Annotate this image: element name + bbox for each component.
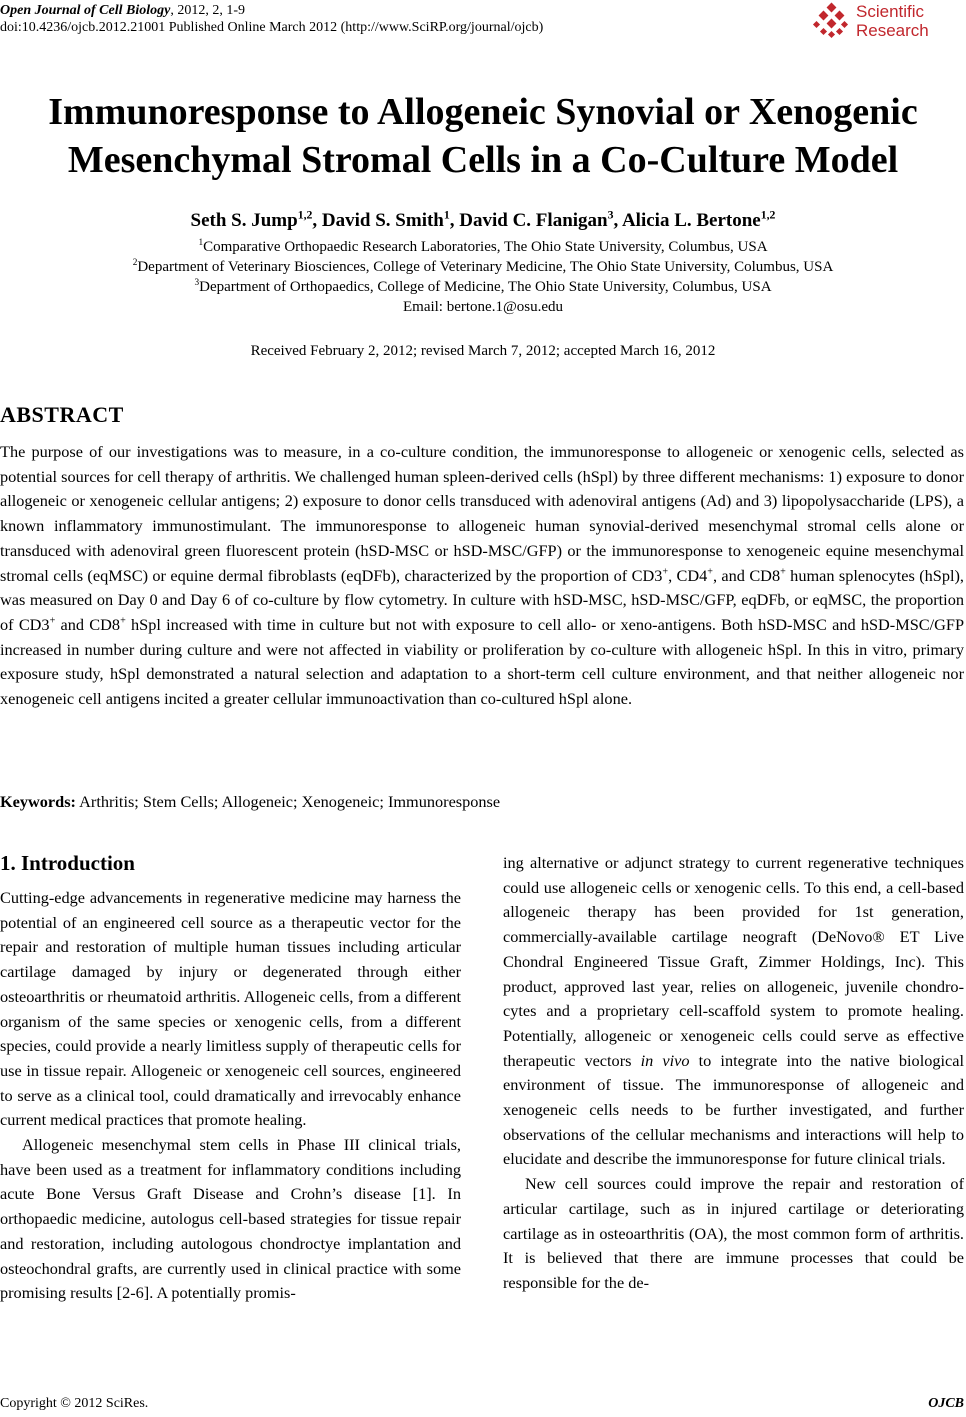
author-name: David S. Smith (321, 210, 444, 231)
keywords-text: Arthritis; Stem Cells; Allogeneic; Xenogeneic; Immunoresponse (75, 792, 501, 811)
author-list (0, 210, 966, 232)
logo-line-2: Research (856, 21, 929, 40)
superscript-plus: + (780, 566, 786, 578)
abstract-text: The purpose of our investigations was to measure, in a co-culture condition, the immunoresponse to allogeneic or xenogenic cells, selected as potential sources for cell therapy of arthritis. We challenged human spleen-derived cells (hSpl) by three different mechanisms: 1) exposure to donor allogeneic or xenogeneic cellular antigens; 2) exposure to donor cells transduced with adenoviral antigens (Ad) and 3) lipopolysaccharide (LPS), a known inflammatory immunostimulant. The immunoresponse to allogeneic human synovial-derived mesenchymal stromal cells alone or transduced with adenoviral green fluorescent protein (hSD-MSC or hSD-MSC/GFP) or the immunoresponse to xenogeneic equine mesenchymal stromal cells (eqMSC) or equine dermal fibroblasts (eqDFb), characterized by the proportion of CD3 (0, 442, 964, 585)
abstract-text: , and CD8 (712, 565, 781, 585)
journal-name: Open Journal of Cell Biology (0, 3, 171, 18)
keywords-label: Keywords: (0, 792, 76, 811)
abstract-heading: ABSTRACT (0, 402, 124, 427)
body-paragraph: Cutting-edge advancements in regenerative medicine may harness the potential of an engineered cell source as a therapeutic vector for the repair and restoration of multiple human tissues including articular cartilage damaged by injury or degenerated through either osteoarthritis or rheumatoid arthritis. Allogeneic cells, from a different organism of the same species or xenogenic cells, from a different species, could provide a nearly limitless supply of therapeutic cells for use in tissue repair. Allogeneic or xenogeneic cell sources, engineered to serve as a clinical tool, could dramatically and irrevocably enhance current medical practices that promote healing. (0, 888, 461, 1130)
italic-term: in vivo (640, 1050, 690, 1070)
affiliation-line (0, 237, 966, 257)
keywords (0, 792, 500, 812)
author-name: Seth S. Jump (190, 210, 298, 231)
affiliation-sup: 1 (198, 238, 204, 248)
page-footer (0, 1396, 964, 1412)
affiliation-sup: 3 (194, 278, 200, 288)
superscript-plus: + (120, 615, 126, 627)
doi-line: doi:10.4236/ojcb.2012.21001 Published Online March 2012 (http://www.SciRP.org/journal/ojcb) (0, 20, 544, 35)
section-heading: 1. Introduction (0, 851, 135, 875)
author-affil-sup: 1,2 (760, 208, 776, 222)
body-paragraph: New cell sources could improve the repair and restoration of articular cartilage, such as in injured cartilage or deteriorating cartilage as in osteoarthritis (OA), the most common form of arthritis. It is believed that there are immune processes that could be responsible for the de- (503, 1174, 964, 1292)
body-paragraph: Allogeneic mesenchymal stem cells in Phase III clinical trials, have been used as a treatment for inflammatory conditions including acute Bone Versus Graft Disease and Crohn’s disease [1]. In orthopaedic medicine, autologus cell-based strategies for tissue repair and restoration, including autologous chondroctye implantation and osteochondral grafts, are currently used in clinical practice with some promising results [2-6]. A potentially promis- (0, 1135, 461, 1303)
abstract-body (0, 440, 964, 712)
paper-title (0, 88, 966, 184)
superscript-plus: + (662, 566, 669, 578)
author-name: David C. Flanigan (459, 210, 608, 231)
body-text: ing alternative or adjunct strategy to current regenerative techniques could use allogeneic cells or xenogenic cells. To this end, a cell-based allogeneic therapy has been provided for 1st generation, commercially-available cartilage neograft (DeNovo® ET Live Chondral Engineered Tissue Graft, Zimmer Holdings, Inc). This product, approved last year, relies on allogeneic, juvenile chondrocytes and a proprietary cell-scaffold system to promote healing. Potentially, allogeneic or xenogeneic cells could serve as effective therapeutic vectors (503, 853, 964, 1070)
affiliations (0, 237, 966, 317)
left-column (0, 886, 461, 1306)
author-affil-sup: 1,2 (297, 208, 313, 222)
author-affil-sup: 1 (443, 208, 450, 222)
journal-citation: , 2012, 2, 1-9 (170, 3, 246, 18)
affiliation-text: Comparative Orthopaedic Research Laboratories, The Ohio State University, Columbus, USA (203, 239, 768, 255)
body-paragraph (503, 851, 964, 1172)
affiliation-text: Department of Orthopaedics, College of Medicine, The Ohio State University, Columbus, USA (199, 279, 772, 295)
author-separator: , (449, 210, 460, 231)
email-line: Email: bertone.1@osu.edu (402, 299, 564, 315)
right-column (503, 851, 964, 1296)
affiliation-sup: 2 (132, 258, 138, 268)
superscript-plus: + (707, 566, 713, 578)
received-dates: Received February 2, 2012; revised March 7, 2012; accepted March 16, 2012 (250, 343, 716, 359)
publisher-logo (812, 2, 962, 46)
affiliation-text: Department of Veterinary Biosciences, College of Veterinary Medicine, The Ohio State University, Columbus, USA (137, 259, 834, 275)
author-separator: , (613, 210, 622, 231)
title-line-1: Immunoresponse to Allogeneic Synovial or Xenogenic (48, 91, 918, 133)
abstract-text: , CD4 (668, 565, 708, 585)
journal-abbreviation: OJCB (928, 1396, 964, 1411)
author-affil-sup: 3 (607, 208, 614, 222)
body-text: to integrate into the native biological environment of tissue. The immunoresponse of allogeneic and xenogeneic cells needs to be further investigated, and further observations of the cellular mechanisms and interactions will help to elucidate and describe the immunoresponse for future clinical trials. (503, 1050, 964, 1169)
logo-line-1: Scientific (856, 2, 925, 21)
author-name: Alicia L. Bertone (621, 210, 761, 231)
copyright: Copyright © 2012 SciRes. (0, 1396, 149, 1411)
title-line-2: Mesenchymal Stromal Cells in a Co-Culture Model (67, 139, 899, 181)
author-separator: , (312, 210, 322, 231)
abstract-text: hSpl increased with time in culture but not with exposure to cell allo- or xeno-antigens. Both hSD-MSC and hSD-MSC/GFP increased in number during culture and were not affected in viability or proliferation by co-culture with allogeneic hSpl. In this in vitro, primary exposure study, hSpl demonstrated a natural selection and adaptation to a short-term cell culture environment, and that neither allogeneic nor xenogeneic cell antigens incited a greater cellular immunoactivation than co-cultured hSpl alone. (0, 614, 965, 709)
affiliation-line (0, 277, 966, 297)
running-header (0, 2, 543, 36)
abstract-text: human splenocytes (hSpl), was measured on Day 0 and Day 6 of co-culture by flow cytometry. In culture with hSD-MSC, hSD-MSC/GFP, eqDFb, or eqMSC, the proportion of CD3 (0, 565, 964, 634)
affiliation-line (0, 257, 966, 277)
logo-mark-icon (812, 2, 852, 42)
superscript-plus: + (49, 615, 56, 627)
abstract-text: and CD8 (55, 614, 121, 634)
